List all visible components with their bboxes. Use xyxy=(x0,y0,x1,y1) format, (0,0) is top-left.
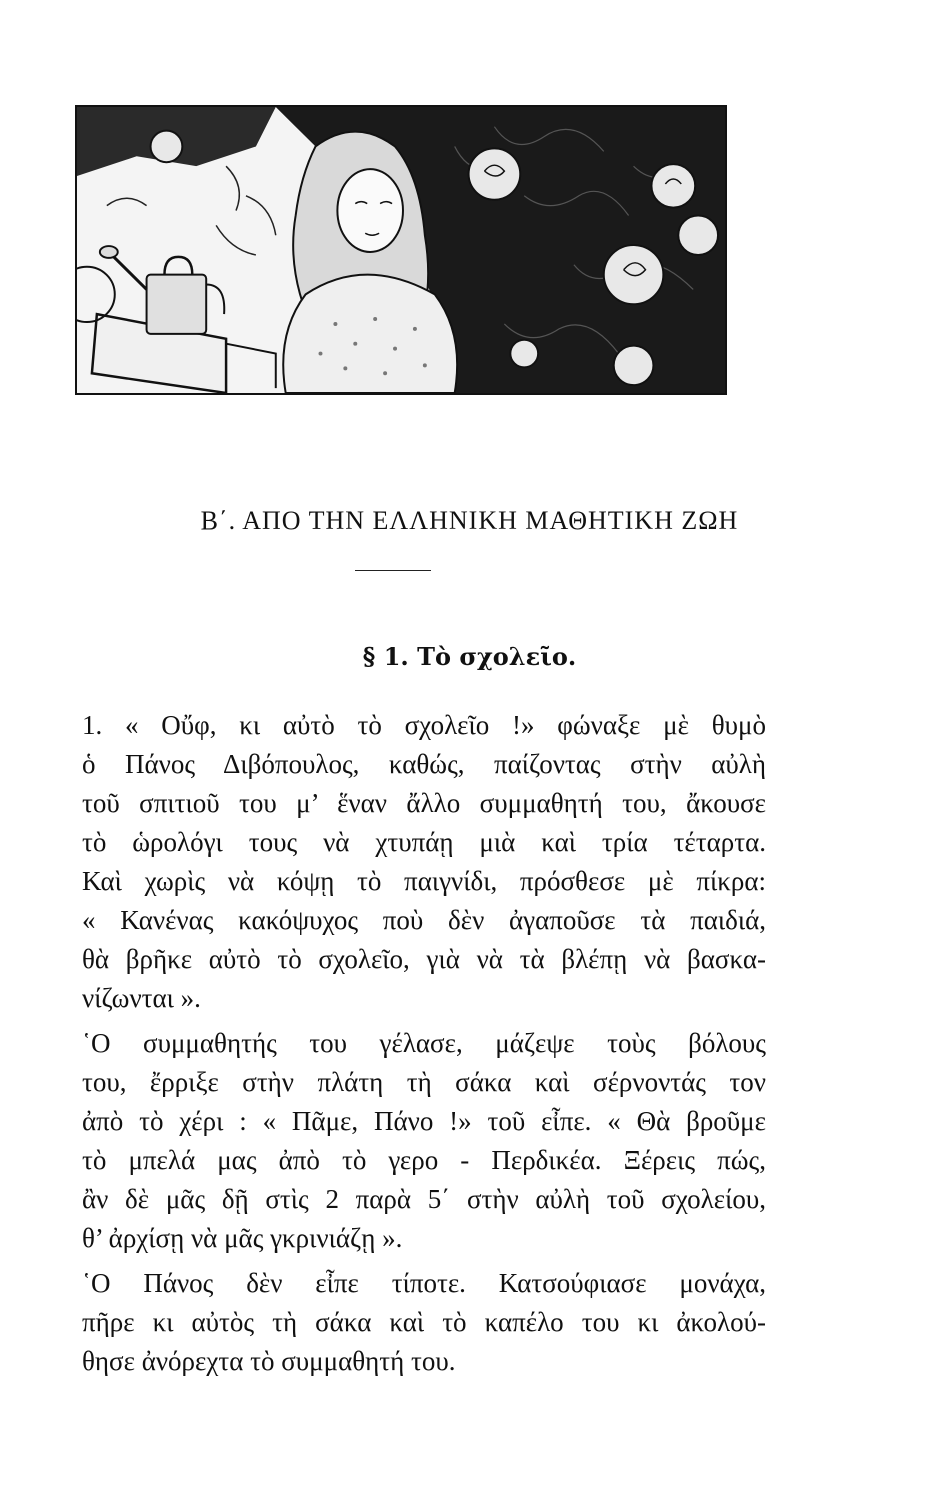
paragraph xyxy=(82,706,766,1018)
text-line: ἀπὸ τὸ χέρι : « Πᾶμε, Πάνο !» τοῦ εἶπε. « Θὰ βροῦμε xyxy=(82,1106,766,1136)
text-line: πῆρε κι αὐτὸς τὴ σάκα καὶ τὸ καπέλο του κι ἀκολού- xyxy=(82,1307,766,1337)
text-line: θ’ ἀρχίσῃ νὰ μᾶς γκρινιάζῃ ». xyxy=(82,1223,403,1253)
chapter-heading: Β΄. ΑΠΟ ΤΗΝ ΕΛΛΗΝΙΚΗ ΜΑΘΗΤΙΚΗ ΖΩΗ xyxy=(200,506,739,535)
girl-garden-engraving xyxy=(77,107,725,393)
text-line: θὰ βρῆκε αὐτὸ τὸ σχολεῖο, γιὰ νὰ τὰ βλέπῃ νὰ βασκα- xyxy=(82,944,766,974)
text-line: ῾Ο Πάνος δὲν εἶπε τίποτε. Κατσούφιασε μονάχα, xyxy=(82,1268,766,1298)
text-line: τὸ ὡρολόγι τους νὰ χτυπάῃ μιὰ καὶ τρία τέταρτα. xyxy=(82,827,766,857)
text-line: τοῦ σπιτιοῦ του μ’ ἕναν ἄλλο συμμαθητή του, ἄκουσε xyxy=(82,788,766,818)
text-line: νίζωνται ». xyxy=(82,983,201,1013)
text-line: ἂν δὲ μᾶς δῇ στὶς 2 παρὰ 5΄ στὴν αὐλὴ τοῦ σχολείου, xyxy=(82,1184,766,1214)
text-line: τὸ μπελά μας ἀπὸ τὸ γερο - Περδικέα. Ξέρεις πώς, xyxy=(82,1145,766,1175)
paragraph xyxy=(82,1024,766,1258)
paragraph xyxy=(82,1264,766,1381)
text-line: « Κανένας κακόψυχος ποὺ δὲν ἀγαποῦσε τὰ παιδιά, xyxy=(82,905,766,935)
section-heading: § 1. Τὸ σχολεῖο. xyxy=(362,642,577,671)
text-line: 1. « Οὔφ, κι αὐτὸ τὸ σχολεῖο !» φώναξε μὲ θυμὸ xyxy=(82,710,766,740)
text-line: του, ἔρριξε στὴν πλάτη τὴ σάκα καὶ σέρνοντάς τον xyxy=(82,1067,766,1097)
heading-divider xyxy=(355,570,431,571)
text-line: ὁ Πάνος Διβόπουλος, καθώς, παίζοντας στὴν αὐλὴ xyxy=(82,749,766,779)
text-line: θησε ἀνόρεχτα τὸ συμμαθητή του. xyxy=(82,1346,456,1376)
text-line: ῾Ο συμμαθητής του γέλασε, μάζεψε τοὺς βόλους xyxy=(82,1028,766,1058)
text-line: Καὶ χωρὶς νὰ κόψῃ τὸ παιγνίδι, πρόσθεσε μὲ πίκρα: xyxy=(82,866,766,896)
body-text xyxy=(82,706,766,1387)
header-illustration xyxy=(75,105,727,395)
